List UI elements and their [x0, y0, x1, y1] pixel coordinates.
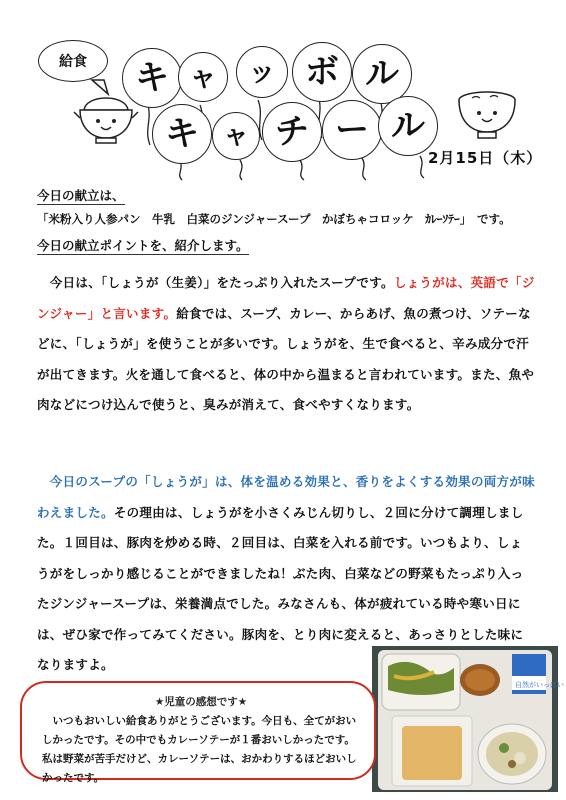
menu-items: 「米粉入り人参パン 牛乳 白菜のジンジャースープ かぼちゃコロッケ ｶﾚｰｿﾃｰ」 です。: [37, 212, 511, 226]
title-balloon-7: ャ: [212, 112, 260, 160]
date-label: 2月15日（木）: [428, 149, 543, 167]
title-balloon-8: チ: [262, 102, 322, 162]
rice-bowl-character-icon: [74, 88, 138, 150]
impressions-text: いつもおいしい給食ありがとうございます。今日も、全てがおいしかったです。その中でもカレーソテーが１番おいしかったです。私は野菜が苦手だけど、カレーソテーは、おかわりするほどおいしかったです。: [42, 715, 357, 784]
lunch-tray-illustration: [372, 646, 564, 792]
paragraph-2: 今日のスープの「しょうが」は、体を温める効果と、香りをよくする効果の両方が味わえました。その理由は、しょうがを小さくみじん切りし、２回に分けて調理しました。１回目は、豚肉を炒める時、２回目は、白菜を入れる前です。いつもより、しょうがをしっかり感じることができましたね！ぶた肉、白菜などの野菜もたっぷり入ったジンジャースープは、栄養満点でした。みなさんも、体が疲れている時や寒い日には、ぜひ家で作ってみてください。豚肉を、とり肉に変えると、あっさりとした味になりますよ。: [37, 474, 535, 672]
title-balloon-1: キ: [122, 48, 182, 108]
menu-point-heading: 今日の献立ポイントを、紹介します。: [37, 238, 249, 253]
impressions-title: ★児童の感想です★: [154, 696, 248, 708]
bubble-label: 給食: [59, 54, 87, 70]
title-balloon-9: ー: [322, 100, 382, 160]
student-impressions-box: [20, 681, 376, 784]
title-balloon-2: ャ: [178, 52, 228, 102]
title-balloon-5: ル: [352, 44, 412, 104]
milk-carton-label: 自然がいっぱい: [515, 681, 564, 689]
kyuushoku-speech-bubble: [38, 40, 108, 82]
menu-intro-heading: 今日の献立は、: [37, 188, 125, 203]
soup-bowl-character-icon: [452, 82, 522, 146]
title-balloon-4: ボ: [292, 42, 352, 102]
school-lunch-photo: [372, 646, 564, 792]
title-balloon-10: ル: [378, 96, 438, 156]
title-balloon-3: ッ: [236, 46, 288, 98]
title-balloon-6: キ: [152, 104, 212, 164]
paragraph-1: 今日は、「しょうが（生姜）」をたっぷり入れたスープです。しょうがは、英語で「ジンジャー」と言います。給食では、スープ、カレー、からあげ、魚の煮つけ、ソテーなどに、「しょうが」を使うことが多いです。しょうがを、生で食べると、辛み成分で汗が出てきます。火を通して食べると、体の中から温まると言われています。また、魚や肉などにつけ込んで使うと、臭みが消えて、食べやすくなります。: [37, 275, 535, 412]
